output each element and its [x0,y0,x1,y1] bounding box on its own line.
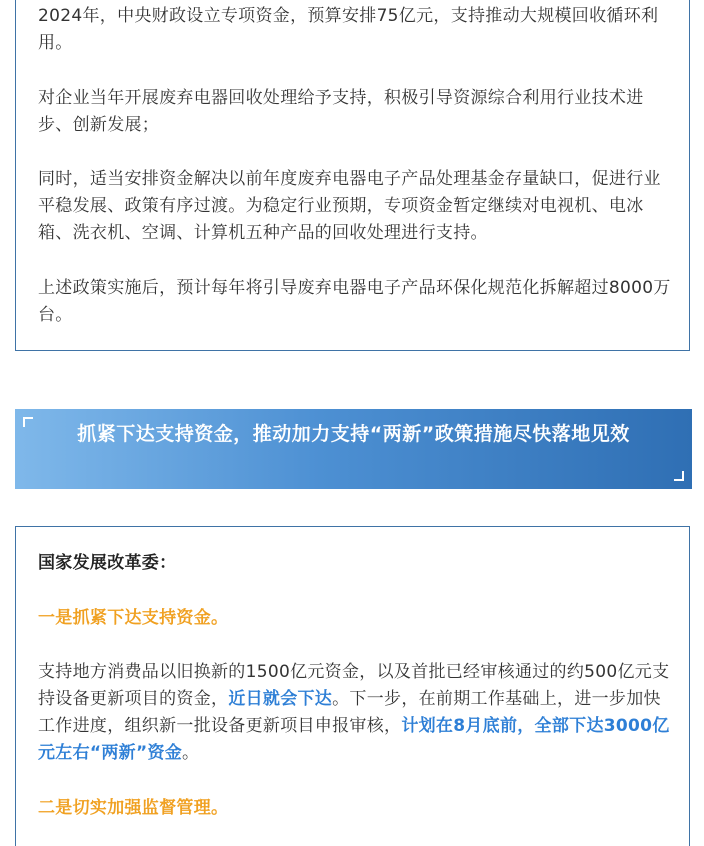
paragraph: 同时，适当安排资金解决以前年度废弃电器电子产品处理基金存量缺口，促进行业平稳发展、政策有序过渡。为稳定行业预期，专项资金暂定继续对电视机、电冰箱、洗衣机、空调、计算机五种产品的回收处理进行支持。 [38,169,661,243]
paragraph: 上述政策实施后，预计每年将引导废弃电器电子产品环保化规范化拆解超过8000万台。 [38,278,671,325]
text-segment: 。下一步，在前期工作基础上，进一步加快工作进度，组织新一批设备更新项目申报审核， [38,689,661,736]
corner-bracket-icon [674,471,684,481]
text-segment: 。 [182,743,200,763]
section-banner [15,409,692,489]
policy-content-box [15,0,690,351]
banner-title: 抓紧下达支持资金，推动加力支持“两新”政策措施尽快落地见效 [77,423,630,445]
highlight-text: 计划在8月底前，全部下达3000亿元左右“两新”资金 [38,716,670,763]
paragraph: 2024年，中央财政设立专项资金，预算安排75亿元，支持推动大规模回收循环利用。 [38,6,659,53]
paragraph: 对企业当年开展废弃电器回收处理给予支持，积极引导资源综合利用行业技术进步、创新发展； [38,88,644,135]
section-heading: 国家发展改革委： [38,553,177,573]
highlight-text: 近日就会下达 [228,689,333,709]
corner-bracket-icon [23,417,33,427]
paragraph [38,659,672,767]
ndrc-content-box [15,526,690,846]
text-segment: 支持地方消费品以旧换新的1500亿元资金，以及首批已经审核通过的约500亿元支持设备更新项目的资金， [38,662,670,709]
point-title: 一是抓紧下达支持资金。 [38,608,229,628]
point-title: 二是切实加强监督管理。 [38,798,229,818]
